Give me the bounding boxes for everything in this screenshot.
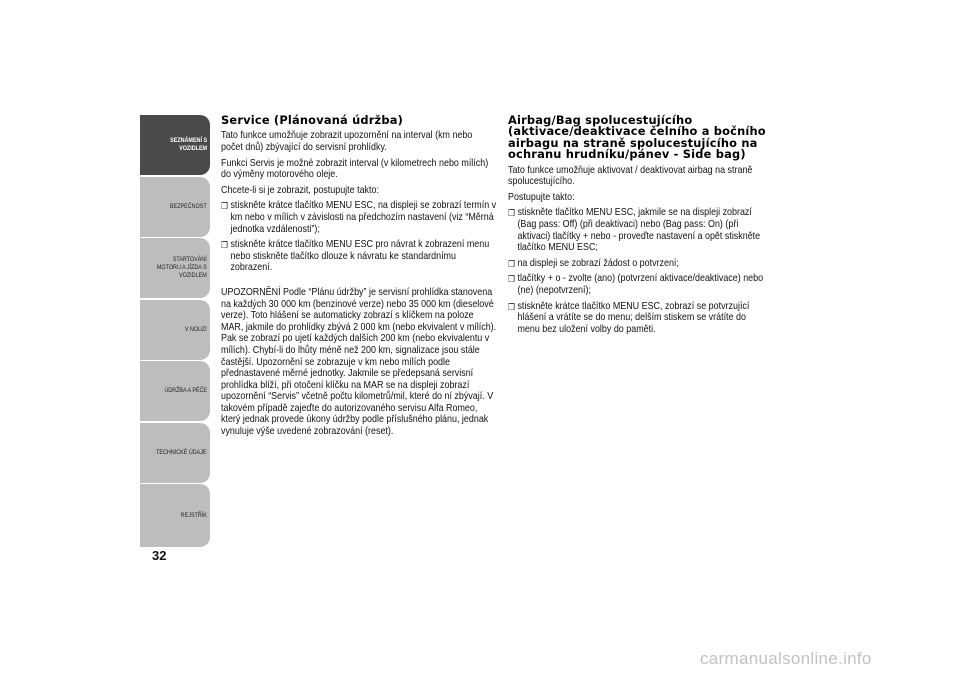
paragraph: Tato funkce umožňuje zobrazit upozornění na interval (km nebo počet dnů) zbývající do servisní prohlídky. [221,130,473,153]
checkbox-bullet-icon: ❒ [508,301,515,312]
checkbox-bullet-icon: ❒ [508,258,515,269]
tab-technicke-udaje[interactable] [140,423,210,483]
list-item-text: stiskněte krátce tlačítko MENU ESC, zobrazí se potvrzující hlášení a vrátíte se do menu; delším stiskem se vrátíte do menu bez uložení volby do paměti. [517,300,750,335]
list-item [508,207,769,253]
list-item [508,273,769,296]
section-heading-service: Service (Plánovaná údržba) [221,113,404,127]
checkbox-bullet-icon: ❒ [221,201,228,212]
warning-paragraph-continued: Pak se zobrazí po ujetí každých dalších 200 km (nebo ekvivalentu v mílích). Chybí-li do lhůty méně než 200 km, signalizace jsou stále častější. Upozornění se zobrazuje v km nebo mílích podle přednastavené měrné jednotky. Jakmile se předepsaná servisní prohlídka blíží, při otočení klíčku na MAR se na displeji zobrazí upozornění “Servis” včetně počtu kilometrů/mil, které do ní zbývají. V takovém případě zajeďte do autorizovaného servisu Alfa Romeo, který jednak provede úkony údržby podle příslušného plánu, jednak vynuluje výše uvedené zobrazování (reset). [221,333,494,438]
tab-label: REJSTŘÍK [180,511,207,519]
tab-label: TECHNICKÉ ÚDAJE [156,448,207,456]
tab-label: BEZPEČNOST [170,202,207,210]
list-item [508,258,769,270]
chapter-sidebar [140,115,210,549]
step-list [221,200,496,274]
list-item-text: stiskněte krátce tlačítko MENU ESC pro návrat k zobrazení menu nebo stiskněte tlačítko dlouze k návratu ke standardnímu zobrazení. [230,239,490,274]
list-item-text: tlačítky + o - zvolte (ano) (potvrzení aktivace/deaktivace) nebo (ne) (nepotvrzení); [517,273,764,296]
list-item-text: na displeji se zobrazí žádost o potvrzení; [517,257,679,269]
list-item-text: stiskněte krátce tlačítko MENU ESC, na displeji se zobrazí termín v km nebo v mílích v závislosti na předchozím nastavení (viz “Měrná jednotka vzdálenosti”); [230,200,497,235]
step-list [508,207,769,335]
paragraph: Postupujte takto: [508,191,575,203]
tab-seznameni-s-vozidlem[interactable] [140,115,210,175]
tab-rejstrik[interactable] [140,484,210,547]
column-service [221,115,497,442]
column-airbag [508,115,770,339]
checkbox-bullet-icon: ❒ [508,274,515,285]
tab-startovani[interactable] [140,238,210,298]
tab-label: STARTOVÁNÍ MOTORU A JÍZDA S VOZIDLEM [157,256,207,279]
list-item [508,301,769,336]
tab-udrzba-a-pece[interactable] [140,361,210,421]
list-item [221,200,496,235]
tab-label: V NOUZI [185,325,207,333]
tab-v-nouzi[interactable] [140,300,210,360]
warning-paragraph: UPOZORNĚNÍ Podle “Plánu údržby” je servisní prohlídka stanovena na každých 30 000 km (benzinové verze) nebo 35 000 km (dieselové verze). Toto hlášení se automaticky zobrazí s klíčkem na poloze MAR, jakmile do prohlídky zbývá 2 000 km (nebo ekvivalent v mílích). [221,286,497,333]
paragraph: Funkci Servis je možné zobrazit interval (v kilometrech nebo mílích) do výměny motorového oleje. [221,157,489,181]
paragraph: Chcete-li si je zobrazit, postupujte takto: [221,184,379,196]
page-number: 32 [152,548,167,563]
tab-label: ÚDRŽBA A PÉČE [164,387,207,394]
checkbox-bullet-icon: ❒ [221,240,228,251]
tab-label: SEZNÁMENÍ S VOZIDLEM [170,137,207,152]
paragraph: Tato funkce umožňuje aktivovat / deaktivovat airbag na straně spolucestujícího. [508,164,753,188]
section-heading-airbag: Airbag/Bag spolucestujícího (aktivace/deaktivace čelního a bočního airbagu na straně spolucestujícího na ochranu hrudníku/pánev - Side bag) [508,113,766,162]
watermark: carmanualsonline.info [700,649,872,668]
tab-bezpecnost[interactable] [140,177,210,237]
list-item [221,239,496,274]
list-item-text: stiskněte tlačítko MENU ESC, jakmile se na displeji zobrazí (Bag pass: Off) (při deaktivaci) nebo (Bag pass: On) (při aktivaci) tlačítky + nebo - proveďte nastavení a opět stiskněte tlačítko MENU ESC; [517,207,761,254]
checkbox-bullet-icon: ❒ [508,208,515,219]
